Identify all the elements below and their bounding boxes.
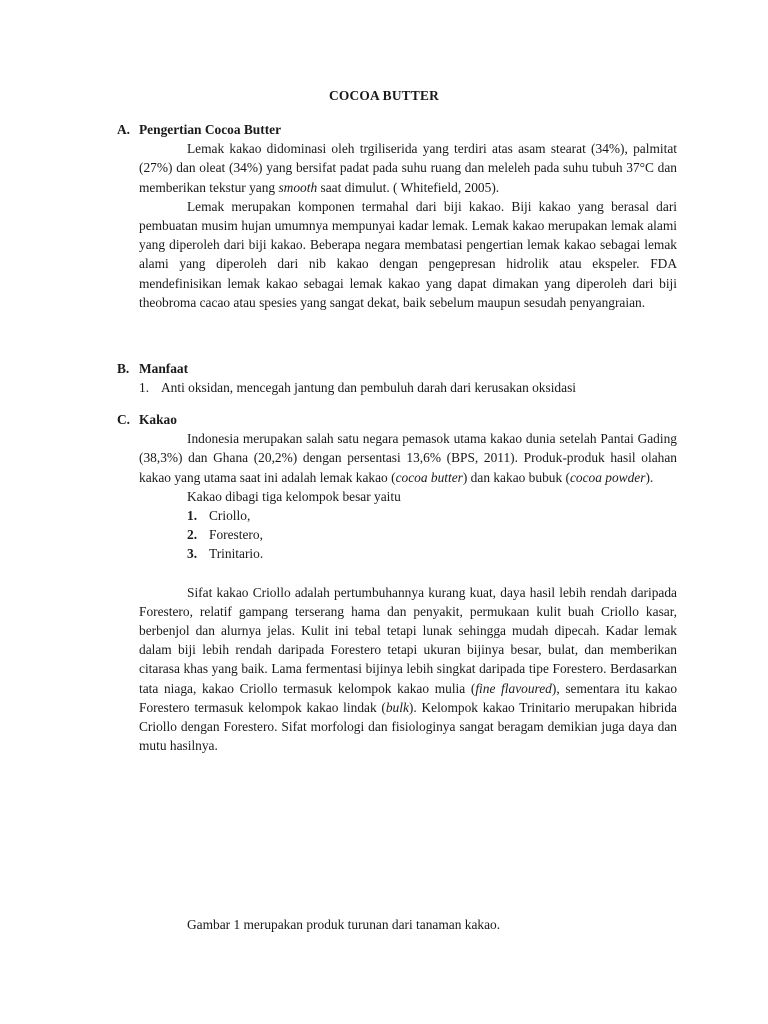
section-a-letter: A.	[117, 122, 131, 137]
section-a-heading	[117, 120, 677, 139]
section-c-heading	[117, 410, 677, 429]
text-run: ). Kelompok kakao Trinitario merupakan hibrida Criollo dengan Forestero. Sifat morfologi dan fisiologinya sangat beragam demikian juga daya dan mutu hasilnya.	[139, 699, 677, 754]
figure-caption: Gambar 1 merupakan produk turunan dari tanaman kakao.	[187, 917, 501, 932]
italic-term: cocoa butter	[395, 469, 463, 485]
list-item	[139, 525, 677, 544]
text-run: Sifat kakao Criollo adalah pertumbuhannya kurang kuat, daya hasil lebih rendah daripada Forestero, relatif gampang terserang hama dan penyakit, permukaan kulit buah Criollo kasar, berbenjol dan alurnya jelas. Kulit ini tebal tetapi lunak sehingga mudah dipecah. Kadar lemak dalam biji lebih rendah daripada Forestero tetapi ukuran bijinya besar, bulat, dan memberikan citarasa khas yang baik. Lama fermentasi bijinya lebih singkat daripada tipe Forestero. Berdasarkan tata niaga, kakao Criollo termasuk kelompok kakao mulia (	[139, 584, 677, 696]
section-kakao	[117, 410, 677, 755]
section-a-paragraph-2: Lemak merupakan komponen termahal dari biji kakao. Biji kakao yang berasal dari pembuatan musim hujan umumnya mempunyai kadar lemak. Lemak kakao merupakan lemak alami yang diperoleh dari biji kakao. Beberapa negara membatasi pengertian lemak kakao sebagai lemak alami yang diperoleh dari nib kakao dengan pengepresan hidrolik atau ekspeler. FDA mendefinisikan lemak kakao sebagai lemak kakao yang dapat dimakan yang diperoleh dari biji theobroma cacao atau spesies yang sangat dekat, baik sebelum maupun sesudah penyangraian.	[139, 198, 677, 310]
section-c-letter: C.	[117, 412, 131, 427]
list-item	[139, 544, 677, 563]
list-number: 3.	[187, 546, 198, 562]
text-run: Lemak kakao didominasi oleh trgiliserida yang terdiri atas asam stearat (34%), palmitat (27%) dan oleat (34%) yang bersifat padat pada suhu ruang dan meleleh pada suhu tubuh 37°C dan memberikan tekstur yang	[139, 141, 677, 195]
kakao-types-list	[139, 506, 677, 564]
italic-term: cocoa powder	[569, 469, 646, 485]
section-c-paragraph-2	[139, 583, 677, 756]
section-b-heading	[117, 359, 677, 378]
italic-term: bulk	[385, 699, 409, 715]
section-b-title: Manfaat	[139, 361, 189, 376]
section-b-letter: B.	[117, 361, 130, 376]
list-number: 1.	[187, 508, 198, 524]
list-item-text: Criollo,	[209, 508, 251, 524]
section-c-title: Kakao	[139, 412, 177, 427]
kakao-types-intro: Kakao dibagi tiga kelompok besar yaitu	[187, 488, 401, 504]
list-item-text: Trinitario.	[209, 546, 264, 562]
section-c-paragraph-1	[139, 429, 677, 487]
list-number: 2.	[187, 527, 198, 543]
italic-term: smooth	[278, 179, 318, 195]
section-pengertian	[117, 120, 677, 312]
text-run: Indonesia merupakan salah satu negara pemasok utama kakao dunia setelah Pantai Gading (38,3%) dan Ghana (20,2%) dengan persentasi 13,6% (BPS, 2011). Produk-produk hasil olahan kakao yang utama saat ini adalah lemak kakao (	[139, 431, 677, 485]
text-run: ), sementara itu kakao Forestero termasuk kelompok kakao lindak (	[139, 680, 678, 715]
page-title: COCOA BUTTER	[329, 88, 439, 103]
text-run: ) dan kakao bubuk (	[462, 469, 570, 485]
italic-term: fine flavoured	[475, 680, 552, 696]
section-a-paragraph-1	[139, 139, 677, 197]
list-item	[139, 506, 677, 525]
list-item-text: Forestero,	[209, 527, 263, 543]
section-a-body	[117, 139, 677, 312]
list-item-text: Anti oksidan, mencegah jantung dan pembuluh darah dari kerusakan oksidasi	[161, 380, 576, 396]
section-a-title: Pengertian Cocoa Butter	[139, 122, 282, 137]
section-manfaat	[117, 359, 677, 397]
text-run: saat dimulut. ( Whitefield, 2005).	[317, 179, 500, 195]
list-number: 1.	[139, 380, 150, 396]
manfaat-list-item	[117, 378, 677, 397]
section-c-body	[117, 429, 677, 755]
text-run: ).	[645, 469, 654, 485]
